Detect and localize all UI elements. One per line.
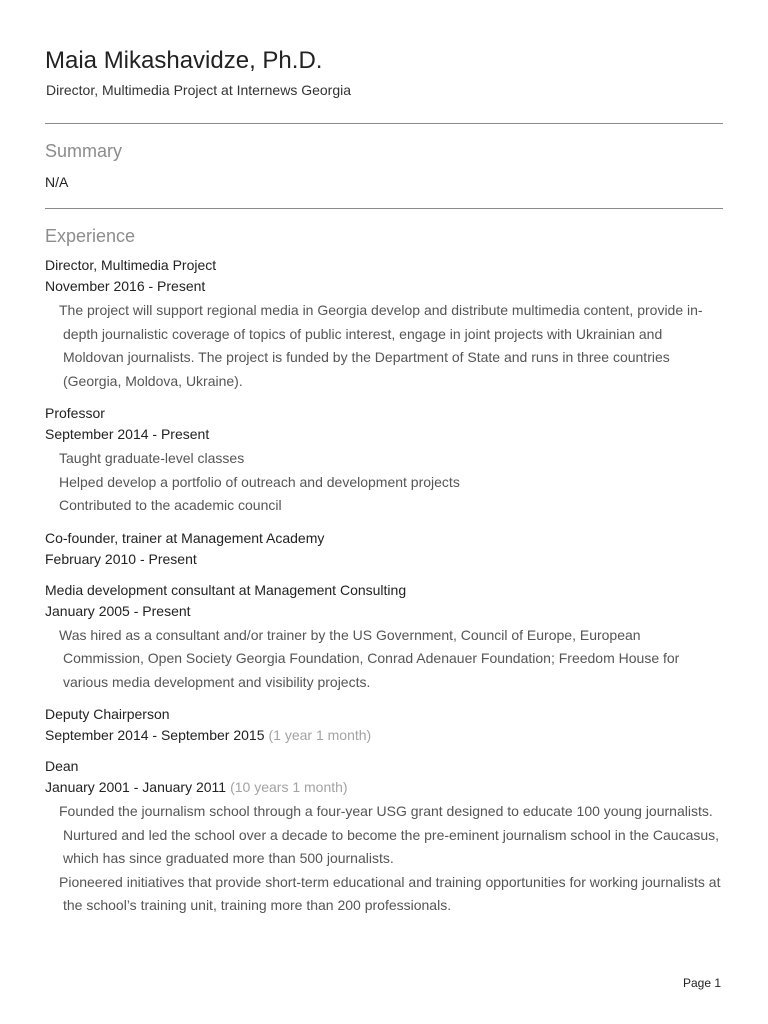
person-headline: Director, Multimedia Project at Internews Georgia xyxy=(46,82,352,98)
job-dates xyxy=(45,601,723,622)
job-description xyxy=(45,624,723,695)
job-dates xyxy=(45,276,723,297)
experience-heading: Experience xyxy=(45,226,136,246)
experience-entry xyxy=(45,255,723,393)
person-name: Maia Mikashavidze, Ph.D. xyxy=(45,47,323,74)
job-description-line: Was hired as a consultant and/or trainer by the US Government, Council of Europe, European Commission, Open Society Georgia Foundation, Conrad Adenauer Foundation; Freedom House for various media development and visibility projects. xyxy=(59,626,680,690)
experience-entry xyxy=(45,528,723,570)
experience-entry xyxy=(45,704,723,746)
experience-entry xyxy=(45,756,723,918)
job-date-range: November 2016 - Present xyxy=(45,278,206,294)
job-description-line: The project will support regional media in Georgia develop and distribute multimedia content, provide in-depth journalistic coverage of topics of public interest, engage in joint projects with Ukrainian and Moldovan journalists. The project is funded by the Department of State and runs in three countries (Georgia, Moldova, Ukraine). xyxy=(59,302,703,389)
job-date-range: September 2014 - Present xyxy=(45,426,210,442)
job-date-range: February 2010 - Present xyxy=(45,550,197,567)
job-description-line: Founded the journalism school through a four-year USG grant designed to educate 100 young journalists. Nurtured and led the school over a decade to become the pre-eminent journalism school in the Caucasus, which has since graduated more than 500 journalists. xyxy=(59,803,720,866)
job-title: Professor xyxy=(45,405,105,421)
summary-text: N/A xyxy=(45,174,69,190)
divider xyxy=(45,123,723,124)
page-number: Page 1 xyxy=(683,976,722,990)
summary-heading: Summary xyxy=(45,141,123,161)
job-title: Dean xyxy=(45,758,79,774)
job-description-line: Contributed to the academic council xyxy=(59,497,282,513)
job-date-range: January 2001 - January 2011 xyxy=(45,779,227,795)
job-description-line: Pioneered initiatives that provide short-term educational and training opportunities for working journalists at the school’s training unit, training more than 200 professionals. xyxy=(59,873,721,913)
job-title: Co-founder, trainer at Management Academy xyxy=(45,529,325,546)
job-description xyxy=(45,800,723,918)
job-description xyxy=(45,447,723,518)
experience-entry xyxy=(45,580,723,695)
job-duration: (1 year 1 month) xyxy=(268,727,372,743)
experience-list xyxy=(45,255,723,928)
experience-entry xyxy=(45,403,723,518)
job-description xyxy=(45,299,723,393)
job-dates xyxy=(45,549,723,570)
job-title: Director, Multimedia Project xyxy=(45,257,217,273)
job-title: Deputy Chairperson xyxy=(45,706,170,722)
job-description-line: Helped develop a portfolio of outreach and development projects xyxy=(59,473,460,490)
job-duration: (10 years 1 month) xyxy=(230,779,348,795)
job-date-range: September 2014 - September 2015 xyxy=(45,727,265,743)
job-description-line: Taught graduate-level classes xyxy=(59,450,245,466)
job-date-range: January 2005 - Present xyxy=(45,602,191,619)
job-dates xyxy=(45,777,723,798)
job-dates xyxy=(45,725,723,746)
job-dates xyxy=(45,424,723,445)
job-title: Media development consultant at Management Consulting xyxy=(45,581,407,598)
divider xyxy=(45,208,723,209)
